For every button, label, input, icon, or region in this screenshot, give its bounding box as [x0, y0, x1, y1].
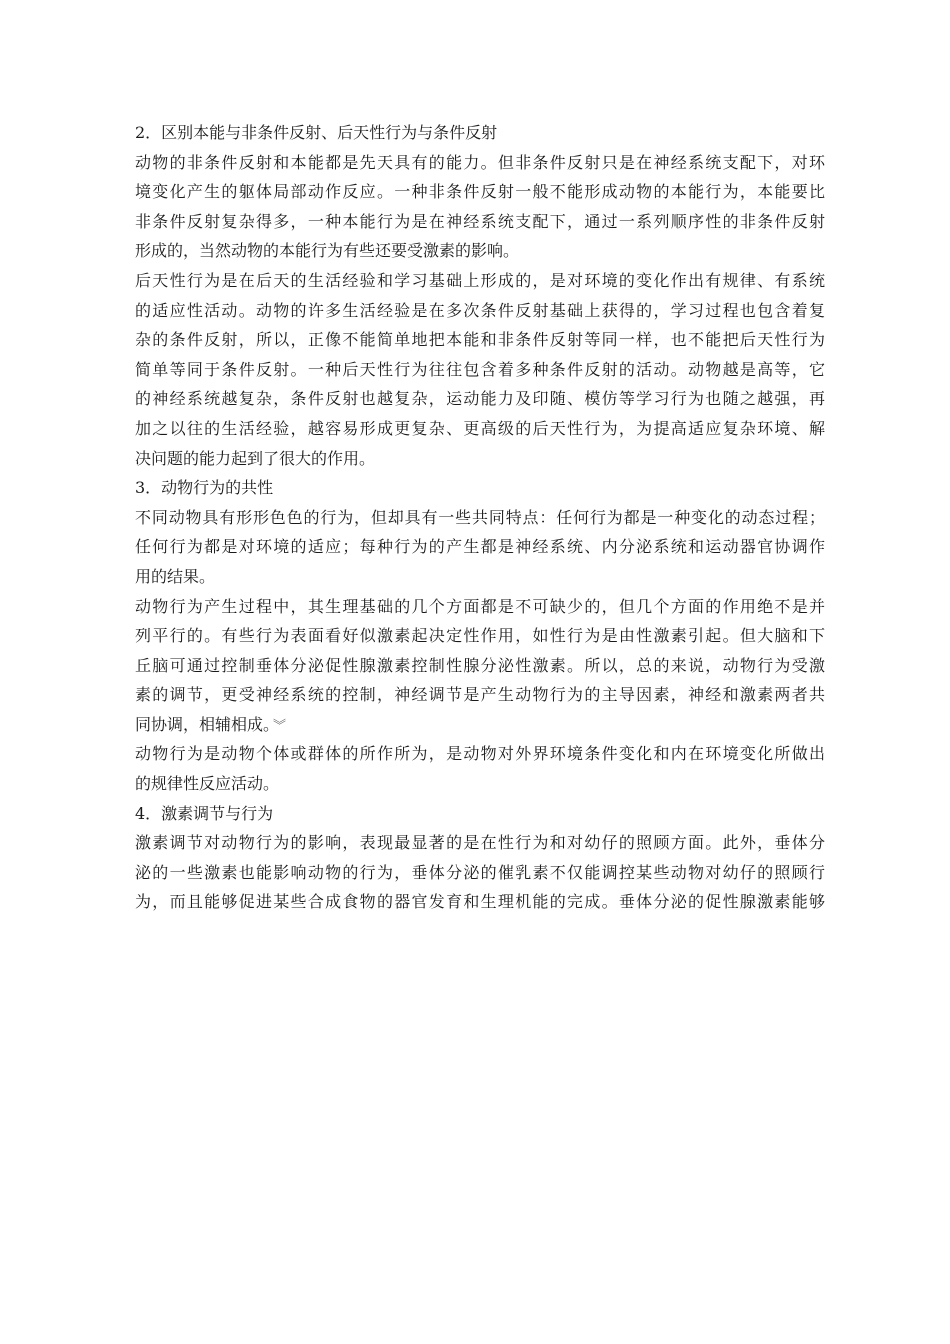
text-line: 简单等同于条件反射。一种后天性行为往往包含着多种条件反射的活动。动物越是高等，它 [135, 359, 825, 379]
text-line: 形成的，当然动物的本能行为有些还要受激素的影响。 [135, 241, 520, 261]
paragraph [135, 739, 825, 798]
text-line: 丘脑可通过控制垂体分泌促性腺激素控制性腺分泌性激素。所以，总的来说，动物行为受激 [135, 655, 825, 675]
section-heading: 4．激素调节与行为 [135, 803, 274, 823]
text-line: 动物行为产生过程中，其生理基础的几个方面都是不可缺少的，但几个方面的作用绝不是并 [135, 596, 825, 616]
paragraph [135, 828, 825, 917]
text-line: 激素调节对动物行为的影响，表现最显著的是在性行为和对幼仔的照顾方面。此外，垂体分 [135, 833, 825, 853]
document-page [135, 118, 825, 917]
text-line: 列平行的。有些行为表面看好似激素起决定性作用，如性行为是由性激素引起。但大脑和下 [135, 626, 825, 646]
text-line: 不同动物具有形形色色的行为，但却具有一些共同特点：任何行为都是一种变化的动态过程； [135, 507, 825, 527]
text-line: 的神经系统越复杂，条件反射也越复杂，运动能力及印随、模仿等学习行为也随之越强，再 [135, 389, 825, 409]
text-line: 素的调节，更受神经系统的控制，神经调节是产生动物行为的主导因素，神经和激素两者共 [135, 685, 825, 705]
text-line [135, 710, 825, 740]
text-line: 境变化产生的躯体局部动作反应。一种非条件反射一般不能形成动物的本能行为，本能要比 [135, 182, 825, 202]
text-line: 的规律性反应活动。 [135, 774, 280, 794]
text-line: 动物的非条件反射和本能都是先天具有的能力。但非条件反射只是在神经系统支配下，对环 [135, 152, 825, 172]
text-line: 为，而且能够促进某些合成食物的器官发育和生理机能的完成。垂体分泌的促性腺激素能够 [135, 892, 825, 912]
text-line: 决问题的能力起到了很大的作用。 [135, 448, 376, 468]
text-line: 泌的一些激素也能影响动物的行为，垂体分泌的催乳素不仅能调控某些动物对幼仔的照顾行 [135, 862, 825, 882]
text-line: 用的结果。 [135, 566, 216, 586]
text-span: 同协调，相辅相成。 [135, 714, 272, 734]
double-chevron-down-icon: ︾ [273, 718, 287, 734]
text-line: 杂的条件反射，所以，正像不能简单地把本能和非条件反射等同一样，也不能把后天性行为 [135, 330, 825, 350]
text-line: 非条件反射复杂得多，一种本能行为是在神经系统支配下，通过一系列顺序性的非条件反射 [135, 211, 825, 231]
paragraph [135, 266, 825, 473]
text-line: 加之以往的生活经验，越容易形成更复杂、更高级的后天性行为，为提高适应复杂环境、解 [135, 418, 825, 438]
text-line: 的适应性活动。动物的许多生活经验是在多次条件反射基础上获得的，学习过程也包含着复 [135, 300, 825, 320]
section-heading: 3．动物行为的共性 [135, 478, 274, 498]
paragraph [135, 148, 825, 266]
paragraph [135, 503, 825, 592]
text-line: 后天性行为是在后天的生活经验和学习基础上形成的，是对环境的变化作出有规律、有系统 [135, 270, 825, 290]
paragraph [135, 592, 825, 740]
text-line: 任何行为都是对环境的适应；每种行为的产生都是神经系统、内分泌系统和运动器官协调作 [135, 537, 825, 557]
section-heading: 2．区别本能与非条件反射、后天性行为与条件反射 [135, 123, 498, 142]
text-line: 动物行为是动物个体或群体的所作所为，是动物对外界环境条件变化和内在环境变化所做出 [135, 744, 825, 764]
